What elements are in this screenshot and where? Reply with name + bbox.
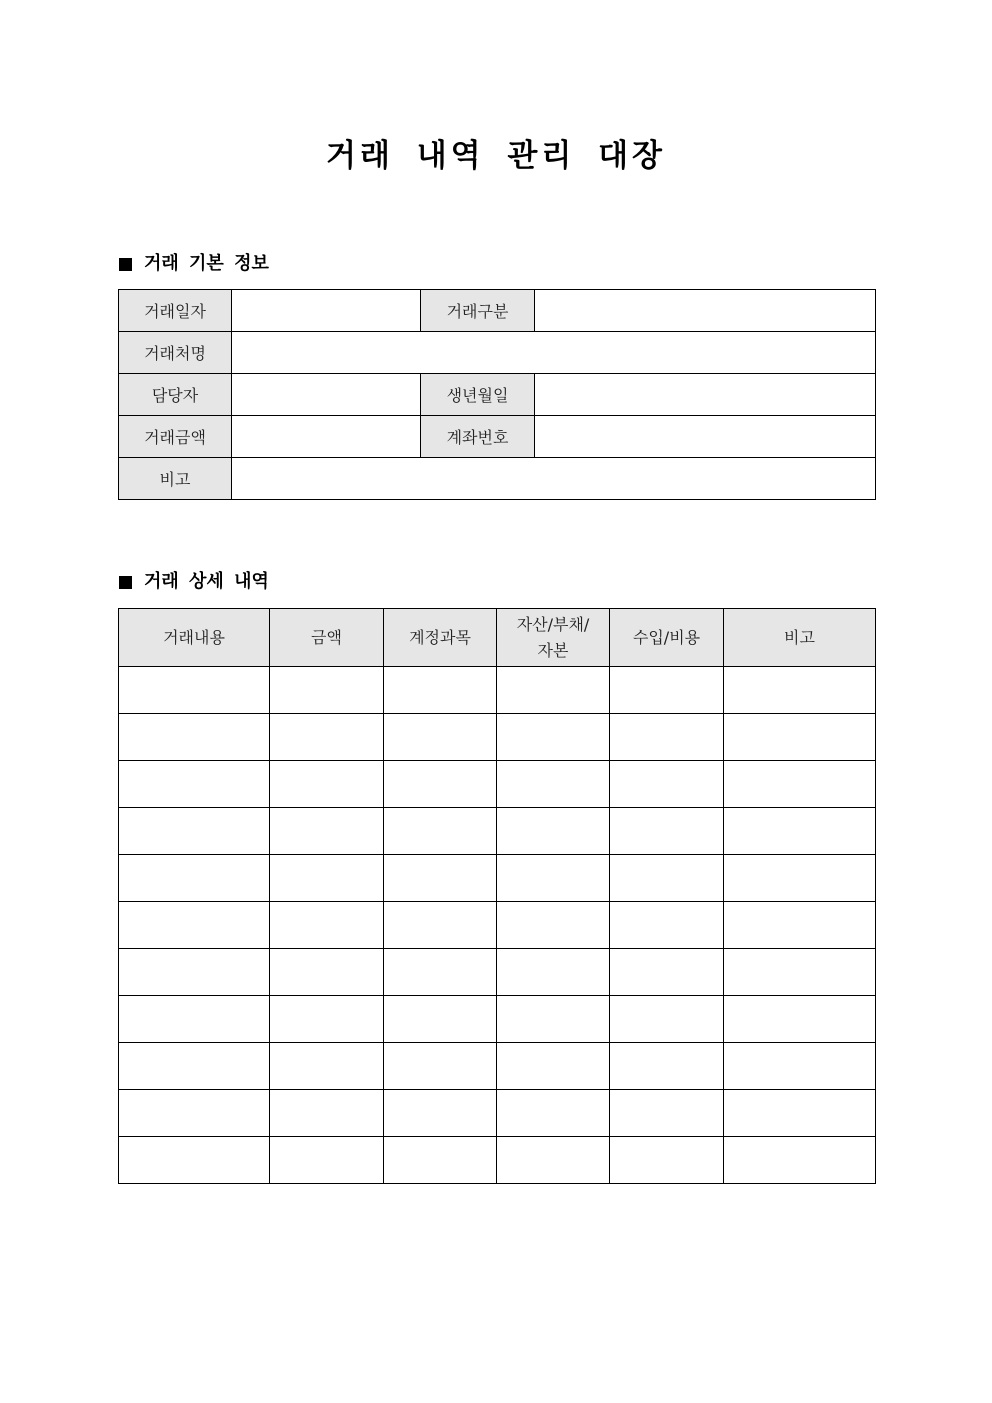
table-row — [119, 996, 876, 1043]
basic-info-table — [118, 289, 876, 500]
cell-note[interactable] — [724, 949, 876, 996]
category-field[interactable] — [535, 290, 876, 332]
cell-income-expense[interactable] — [610, 667, 724, 714]
cell-income-expense[interactable] — [610, 949, 724, 996]
partner-label: 거래처명 — [119, 332, 232, 374]
basic-info-heading-label: 거래 기본 정보 — [144, 253, 269, 274]
amount-label: 거래금액 — [119, 416, 232, 458]
cell-income-expense[interactable] — [610, 1090, 724, 1137]
cell-note[interactable] — [724, 996, 876, 1043]
cell-content[interactable] — [119, 902, 270, 949]
cell-asset-type[interactable] — [497, 855, 610, 902]
cell-note[interactable] — [724, 1043, 876, 1090]
amount-field[interactable] — [232, 416, 421, 458]
table-row — [119, 458, 876, 500]
cell-content[interactable] — [119, 714, 270, 761]
table-row — [119, 855, 876, 902]
cell-amount[interactable] — [270, 667, 384, 714]
date-field[interactable] — [232, 290, 421, 332]
cell-account[interactable] — [384, 902, 497, 949]
column-header-income-expense: 수입/비용 — [610, 609, 724, 667]
cell-amount[interactable] — [270, 949, 384, 996]
cell-account[interactable] — [384, 761, 497, 808]
cell-asset-type[interactable] — [497, 714, 610, 761]
cell-asset-type[interactable] — [497, 1043, 610, 1090]
category-label: 거래구분 — [421, 290, 535, 332]
table-row — [119, 949, 876, 996]
cell-amount[interactable] — [270, 855, 384, 902]
note-field[interactable] — [232, 458, 876, 500]
basic-info-heading — [119, 252, 269, 276]
cell-note[interactable] — [724, 667, 876, 714]
table-row — [119, 416, 876, 458]
cell-content[interactable] — [119, 667, 270, 714]
cell-amount[interactable] — [270, 1137, 384, 1184]
cell-content[interactable] — [119, 1043, 270, 1090]
detail-heading — [119, 570, 269, 594]
cell-asset-type[interactable] — [497, 761, 610, 808]
cell-note[interactable] — [724, 808, 876, 855]
column-header-note: 비고 — [724, 609, 876, 667]
cell-amount[interactable] — [270, 808, 384, 855]
table-row — [119, 902, 876, 949]
cell-asset-type[interactable] — [497, 1090, 610, 1137]
cell-account[interactable] — [384, 1090, 497, 1137]
table-row — [119, 667, 876, 714]
cell-income-expense[interactable] — [610, 808, 724, 855]
table-row — [119, 1043, 876, 1090]
cell-asset-type[interactable] — [497, 808, 610, 855]
cell-amount[interactable] — [270, 996, 384, 1043]
account-field[interactable] — [535, 416, 876, 458]
cell-account[interactable] — [384, 714, 497, 761]
column-header-content: 거래내용 — [119, 609, 270, 667]
note-label: 비고 — [119, 458, 232, 500]
cell-account[interactable] — [384, 1137, 497, 1184]
cell-amount[interactable] — [270, 1043, 384, 1090]
black-square-icon — [119, 576, 132, 589]
cell-note[interactable] — [724, 714, 876, 761]
column-header-asset-type: 자산/부채/ 자본 — [497, 609, 610, 667]
cell-content[interactable] — [119, 1137, 270, 1184]
cell-income-expense[interactable] — [610, 714, 724, 761]
table-row — [119, 374, 876, 416]
cell-amount[interactable] — [270, 902, 384, 949]
cell-note[interactable] — [724, 761, 876, 808]
detail-table — [118, 608, 876, 1184]
cell-asset-type[interactable] — [497, 667, 610, 714]
partner-field[interactable] — [232, 332, 876, 374]
table-row — [119, 332, 876, 374]
cell-content[interactable] — [119, 996, 270, 1043]
detail-heading-label: 거래 상세 내역 — [144, 571, 269, 592]
cell-income-expense[interactable] — [610, 902, 724, 949]
cell-account[interactable] — [384, 1043, 497, 1090]
cell-asset-type[interactable] — [497, 902, 610, 949]
cell-asset-type[interactable] — [497, 1137, 610, 1184]
table-row — [119, 714, 876, 761]
cell-note[interactable] — [724, 1090, 876, 1137]
column-header-amount: 금액 — [270, 609, 384, 667]
table-row — [119, 1137, 876, 1184]
manager-label: 담당자 — [119, 374, 232, 416]
date-label: 거래일자 — [119, 290, 232, 332]
cell-asset-type[interactable] — [497, 996, 610, 1043]
cell-content[interactable] — [119, 949, 270, 996]
cell-content[interactable] — [119, 855, 270, 902]
account-label: 계좌번호 — [421, 416, 535, 458]
cell-note[interactable] — [724, 1137, 876, 1184]
birth-field[interactable] — [535, 374, 876, 416]
cell-account[interactable] — [384, 855, 497, 902]
cell-amount[interactable] — [270, 761, 384, 808]
cell-account[interactable] — [384, 949, 497, 996]
cell-income-expense[interactable] — [610, 1137, 724, 1184]
cell-account[interactable] — [384, 667, 497, 714]
cell-amount[interactable] — [270, 714, 384, 761]
table-row — [119, 761, 876, 808]
cell-income-expense[interactable] — [610, 761, 724, 808]
cell-income-expense[interactable] — [610, 996, 724, 1043]
table-row — [119, 1090, 876, 1137]
cell-content[interactable] — [119, 761, 270, 808]
cell-account[interactable] — [384, 996, 497, 1043]
birth-label: 생년월일 — [421, 374, 535, 416]
cell-account[interactable] — [384, 808, 497, 855]
cell-income-expense[interactable] — [610, 855, 724, 902]
column-header-account: 계정과목 — [384, 609, 497, 667]
table-row — [119, 290, 876, 332]
detail-header-row — [119, 609, 876, 667]
page-title: 거래 내역 관리 대장 — [326, 138, 666, 174]
table-row — [119, 808, 876, 855]
manager-field[interactable] — [232, 374, 421, 416]
cell-content[interactable] — [119, 1090, 270, 1137]
cell-asset-type[interactable] — [497, 949, 610, 996]
cell-content[interactable] — [119, 808, 270, 855]
cell-note[interactable] — [724, 855, 876, 902]
black-square-icon — [119, 258, 132, 271]
cell-note[interactable] — [724, 902, 876, 949]
cell-amount[interactable] — [270, 1090, 384, 1137]
cell-income-expense[interactable] — [610, 1043, 724, 1090]
